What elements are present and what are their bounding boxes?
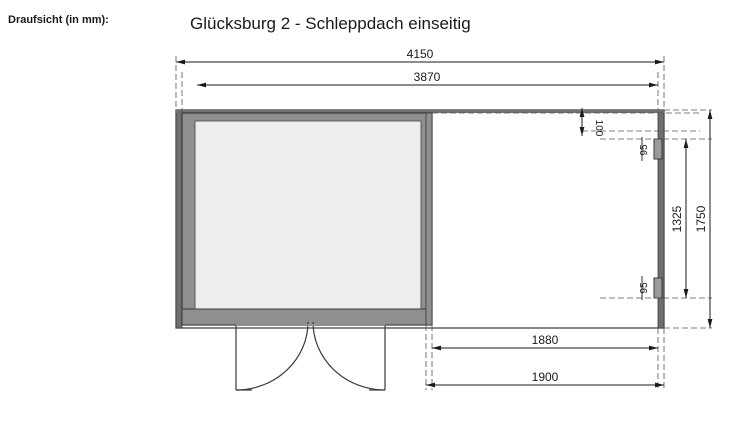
dimension-post-lower [639, 276, 650, 300]
cabin-body [182, 113, 432, 325]
dimension-value-95-lower: 95 [639, 282, 650, 294]
dimension-inner-depth [670, 139, 686, 298]
dimension-post-upper [639, 137, 650, 161]
dimension-overall-width [176, 47, 664, 62]
dimension-value-4150: 4150 [406, 47, 434, 61]
dimension-canopy-outer-width [426, 370, 664, 385]
dimension-inner-width [197, 70, 658, 85]
dimension-value-3870: 3870 [413, 70, 441, 84]
door-opening [236, 322, 385, 390]
dimension-value-100: 100 [593, 119, 604, 137]
view-label: Draufsicht (in mm): [8, 14, 109, 26]
dimension-value-1900: 1900 [531, 370, 559, 384]
dimension-value-1880: 1880 [531, 333, 559, 347]
dimension-overall-depth [694, 110, 710, 328]
page-title: Glücksburg 2 - Schleppdach einseitig [190, 14, 471, 33]
dimension-value-95-upper: 95 [639, 144, 650, 156]
dimension-value-1750: 1750 [694, 205, 708, 233]
dimension-canopy-inner-width [432, 333, 658, 348]
dimension-value-1325: 1325 [670, 205, 684, 233]
